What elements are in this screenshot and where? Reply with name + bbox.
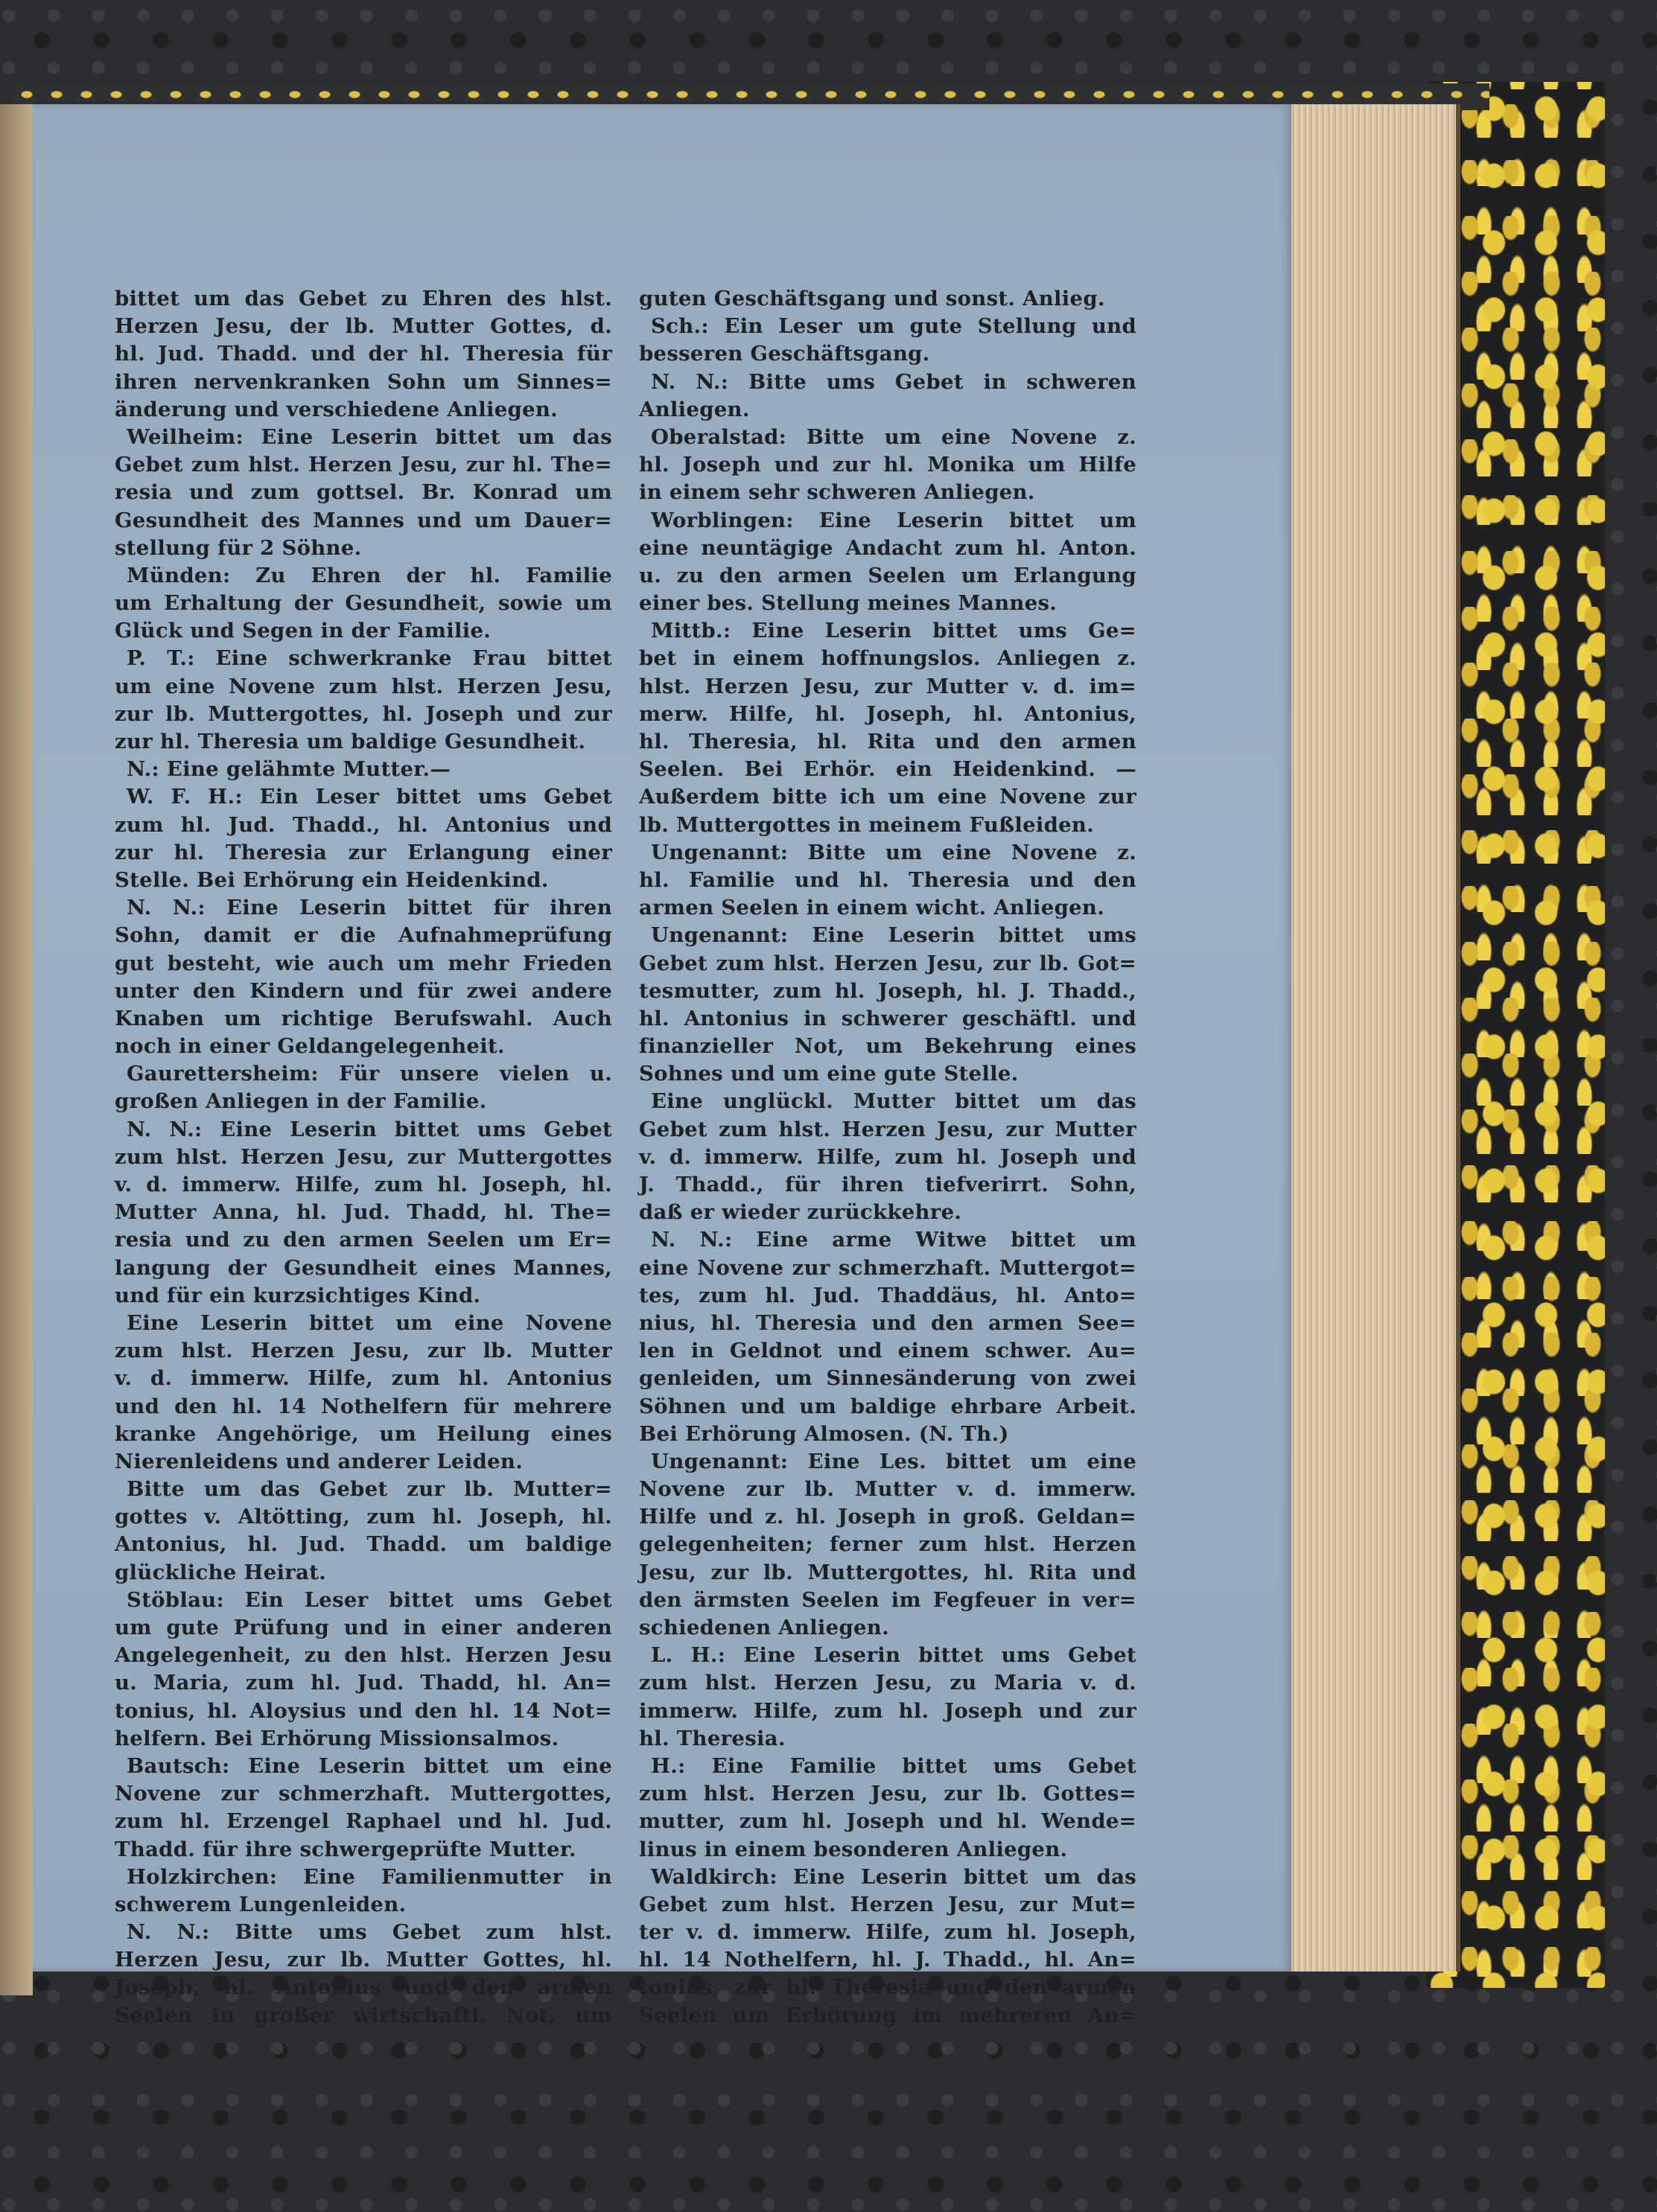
text-line: Antonius, hl. Jud. Thadd. um baldige [115, 1532, 612, 1557]
text-line: helfern. Bei Erhörung Missionsalmos. [115, 1726, 559, 1750]
text-line: Außerdem bitte ich um eine Novene zur [639, 785, 1136, 809]
text-line: Bautsch: Eine Leserin bittet um eine [127, 1753, 612, 1778]
text-line: Gaurettersheim: Für unsere vielen u. [127, 1062, 612, 1086]
text-line: W. F. H.: Ein Leser bittet ums Gebet [127, 785, 612, 809]
text-line: resia und zum gottsel. Br. Konrad um [115, 480, 612, 505]
text-line: Worblingen: Eine Leserin bittet um [651, 508, 1136, 532]
facing-page-edge [0, 104, 33, 1995]
text-line: den ärmsten Seelen im Fegfeuer in ver= [639, 1587, 1136, 1612]
text-line: Joseph, hl. Antonius und den armen [115, 1975, 612, 2000]
text-line: Münden: Zu Ehren der hl. Familie [127, 563, 612, 587]
text-line: Jesu, zur lb. Muttergottes, hl. Rita und [639, 1560, 1136, 1584]
text-line: zum hlst. Herzen Jesu, zur lb. Gottes= [639, 1782, 1136, 1806]
text-line: und für ein kurzsichtiges Kind. [115, 1283, 481, 1307]
text-line: J. Thadd., für ihren tiefverirrt. Sohn, [639, 1173, 1136, 1196]
text-line: hl. Familie und hl. Theresia und den [639, 867, 1136, 892]
text-line: hl. Jud. Thadd. und der hl. Theresia für [115, 342, 612, 366]
text-line: armen Seelen in einem wicht. Anliegen. [639, 896, 1105, 920]
text-line: Gebet zum hlst. Herzen Jesu, zur Mut= [639, 1892, 1136, 1916]
text-line: tonius, zur hl. Theresia und den armen [639, 1975, 1136, 2000]
text-line: Stelle. Bei Erhörung ein Heidenkind. [115, 867, 549, 892]
text-line: änderung und verschiedene Anliegen. [115, 397, 559, 421]
text-line: großen Anliegen in der Familie. [115, 1089, 487, 1114]
text-line: hlst. Herzen Jesu, zur Mutter v. d. im= [639, 674, 1136, 698]
text-line: noch in einer Geldangelegenheit. [115, 1034, 505, 1059]
text-line: Novene zur lb. Mutter v. d. immerw. [639, 1477, 1136, 1502]
text-line: linus in einem besonderen Anliegen. [639, 1837, 1068, 1861]
text-line: zur hl. Theresia zur Erlangung einer [115, 840, 612, 864]
text-line: H.: Eine Familie bittet ums Gebet [651, 1753, 1136, 1778]
text-line: Oberalstad: Bitte um eine Novene z. [651, 424, 1136, 449]
text-line: resia und zu den armen Seelen um Er= [115, 1228, 612, 1252]
text-line: N. N.: Bitte ums Gebet zum hlst. [127, 1920, 612, 1945]
text-line: ter v. d. immerw. Hilfe, zum hl. Joseph, [639, 1920, 1136, 1945]
text-line: lb. Muttergottes in meinem Fußleiden. [639, 812, 1095, 837]
text-line: Knaben um richtige Berufswahl. Auch [115, 1006, 612, 1030]
text-line: Gebet zum hlst. Herzen Jesu, zur lb. Got= [639, 951, 1136, 975]
text-line: finanzieller Not, um Bekehrung eines [639, 1034, 1136, 1059]
text-line: hl. Theresia, hl. Rita und den armen [639, 730, 1136, 753]
text-line: um gute Prüfung und in einer anderen [115, 1616, 612, 1639]
text-line: N. N.: Bitte ums Gebet in schweren [651, 369, 1136, 394]
text-line: zum hl. Jud. Thadd., hl. Antonius und [115, 812, 612, 837]
text-line: Eine Leserin bittet um eine Novene [127, 1310, 612, 1335]
text-line: Weilheim: Eine Leserin bittet um das [127, 424, 612, 449]
text-line: Thadd. für ihre schwergeprüfte Mutter. [115, 1837, 576, 1861]
text-line: Anliegen. [639, 397, 750, 421]
text-line: tonius, hl. Aloysius und den hl. 14 Not= [115, 1698, 612, 1723]
text-line: u. zu den armen Seelen um Erlangung [639, 563, 1136, 587]
text-line: v. d. immerw. Hilfe, zum hl. Joseph und [639, 1144, 1136, 1169]
text-line: eine neuntägige Andacht zum hl. Anton. [639, 535, 1136, 560]
text-line: bittet um das Gebet zu Ehren des hlst. [115, 287, 612, 310]
text-line: immerw. Hilfe, zum hl. Joseph und zur [639, 1698, 1136, 1723]
text-line: glückliche Heirat. [115, 1560, 327, 1584]
text-line: Ungenannt: Bitte um eine Novene z. [651, 840, 1136, 864]
text-line: Bitte um das Gebet zur lb. Mutter= [127, 1477, 612, 1502]
text-line: tesmutter, zum hl. Joseph, hl. J. Thadd., [639, 978, 1136, 1003]
text-line: Waldkirch: Eine Leserin bittet um das [651, 1864, 1136, 1889]
text-line: zum hlst. Herzen Jesu, zur lb. Mutter [115, 1339, 612, 1363]
text-line: v. d. immerw. Hilfe, zum hl. Joseph, hl. [115, 1173, 612, 1196]
text-line: zur lb. Muttergottes, hl. Joseph und zur [115, 701, 612, 726]
text-line: Holzkirchen: Eine Familienmutter in [127, 1864, 612, 1889]
text-line: Sohnes und um eine gute Stelle. [639, 1062, 1019, 1086]
text-line: guten Geschäftsgang und sonst. Anlieg. [639, 287, 1105, 310]
text-line: Sch.: Ein Leser um gute Stellung und [651, 314, 1136, 339]
text-line: N. N.: Eine Leserin bittet für ihren [127, 896, 612, 920]
text-line: genleiden, um Sinnesänderung von zwei [639, 1366, 1136, 1391]
text-line: N. N.: Eine arme Witwe bittet um [651, 1228, 1136, 1252]
text-line: zur hl. Theresia um baldige Gesundheit. [115, 730, 586, 753]
text-line: Mutter Anna, hl. Jud. Thadd, hl. The= [115, 1200, 612, 1225]
text-line: Sohn, damit er die Aufnahmeprüfung [115, 923, 612, 948]
text-line: einer bes. Stellung meines Mannes. [639, 591, 1058, 616]
text-line: und den hl. 14 Nothelfern für mehrere [115, 1394, 612, 1418]
right-column [639, 285, 1136, 2030]
page [33, 104, 1291, 2027]
text-line: bet in einem hoffnungslos. Anliegen z. [639, 646, 1136, 671]
text-line: hl. Theresia. [639, 1726, 786, 1750]
text-line: Eine unglückl. Mutter bittet um das [651, 1089, 1136, 1114]
text-line: Gebet zum hlst. Herzen Jesu, zur Mutter [639, 1117, 1136, 1141]
left-column [115, 285, 612, 2030]
text-line: nius, hl. Theresia und den armen See= [639, 1310, 1136, 1335]
text-line: Gebet zum hlst. Herzen Jesu, zur hl. The= [115, 453, 612, 477]
text-line: Herzen Jesu, zur lb. Mutter Gottes, hl. [115, 1948, 612, 1972]
text-line: hl. 14 Nothelfern, hl. J. Thadd., hl. An= [639, 1948, 1136, 1972]
text-line: Novene zur schmerzhaft. Muttergottes, [115, 1782, 612, 1806]
text-line: len in Geldnot und einem schwer. Au= [639, 1339, 1136, 1363]
text-block-fore-edge [1285, 104, 1460, 1972]
text-line: gottes v. Altötting, zum hl. Joseph, hl. [115, 1505, 612, 1529]
text-line: Gesundheit des Mannes und um Dauer= [115, 508, 612, 532]
text-line: mutter, zum hl. Joseph und hl. Wende= [639, 1809, 1136, 1834]
text-line: Ungenannt: Eine Leserin bittet ums [651, 923, 1136, 948]
text-line: N.: Eine gelähmte Mutter.— [127, 757, 451, 782]
text-line: stellung für 2 Söhne. [115, 535, 362, 560]
text-line: Seelen. Bei Erhör. ein Heidenkind. — [639, 757, 1136, 782]
text-line: um Erhaltung der Gesundheit, sowie um [115, 591, 612, 616]
text-line: tes, zum hl. Jud. Thaddäus, hl. Anto= [639, 1283, 1136, 1307]
text-line: Söhnen und um baldige ehrbare Arbeit. [639, 1394, 1136, 1418]
text-line: Angelegenheit, zu den hlst. Herzen Jesu [115, 1643, 612, 1668]
text-line: Nierenleidens und anderer Leiden. [115, 1449, 524, 1473]
text-line: schwerem Lungenleiden. [115, 1892, 407, 1916]
text-line: Hilfe und z. hl. Joseph in groß. Geldan= [639, 1505, 1136, 1529]
text-line: in einem sehr schweren Anliegen. [639, 480, 1035, 505]
text-line: u. Maria, zum hl. Jud. Thadd, hl. An= [115, 1671, 612, 1695]
text-line: gut besteht, wie auch um mehr Frieden [115, 951, 612, 975]
text-line: langung der Gesundheit eines Mannes, [115, 1255, 612, 1280]
text-line: Glück und Segen in der Familie. [115, 619, 492, 643]
text-line: Seelen um Erhörung im mehreren An= [639, 2003, 1136, 2027]
text-line: L. H.: Eine Leserin bittet ums Gebet [651, 1643, 1136, 1668]
text-line: unter den Kindern und für zwei andere [115, 978, 612, 1003]
text-line: Ungenannt: Eine Les. bittet um eine [651, 1449, 1136, 1473]
text-line: schiedenen Anliegen. [639, 1616, 889, 1639]
text-line: besseren Geschäftsgang. [639, 342, 930, 366]
text-line: hl. Joseph und zur hl. Monika um Hilfe [639, 453, 1136, 477]
text-line: Bei Erhörung Almosen. (N. Th.) [639, 1421, 1009, 1446]
text-line: Seelen in großer wirtschaftl. Not, um [115, 2003, 612, 2027]
text-line: zum hlst. Herzen Jesu, zu Maria v. d. [639, 1671, 1136, 1695]
text-line: zum hlst. Herzen Jesu, zur Muttergottes [115, 1144, 612, 1169]
text-line: kranke Angehörige, um Heilung eines [115, 1421, 612, 1446]
text-line: zum hl. Erzengel Raphael und hl. Jud. [115, 1809, 612, 1834]
text-line: Mittb.: Eine Leserin bittet ums Ge= [651, 619, 1136, 643]
text-line: daß er wieder zurückkehre. [639, 1200, 962, 1225]
text-line: N. N.: Eine Leserin bittet ums Gebet [127, 1117, 612, 1141]
text-line: Stöblau: Ein Leser bittet ums Gebet [127, 1587, 612, 1612]
text-line: v. d. immerw. Hilfe, zum hl. Antonius [115, 1366, 612, 1391]
text-line: hl. Antonius in schwerer geschäftl. und [639, 1006, 1136, 1030]
text-line: gelegenheiten; ferner zum hlst. Herzen [639, 1532, 1136, 1557]
text-line: ihren nervenkranken Sohn um Sinnes= [115, 369, 612, 394]
text-line: Herzen Jesu, der lb. Mutter Gottes, d. [115, 314, 612, 339]
text-line: P. T.: Eine schwerkranke Frau bittet [127, 646, 612, 671]
text-line: merw. Hilfe, hl. Joseph, hl. Antonius, [639, 701, 1136, 726]
text-line: eine Novene zur schmerzhaft. Muttergot= [639, 1255, 1136, 1280]
text-line: um eine Novene zum hlst. Herzen Jesu, [115, 674, 612, 698]
